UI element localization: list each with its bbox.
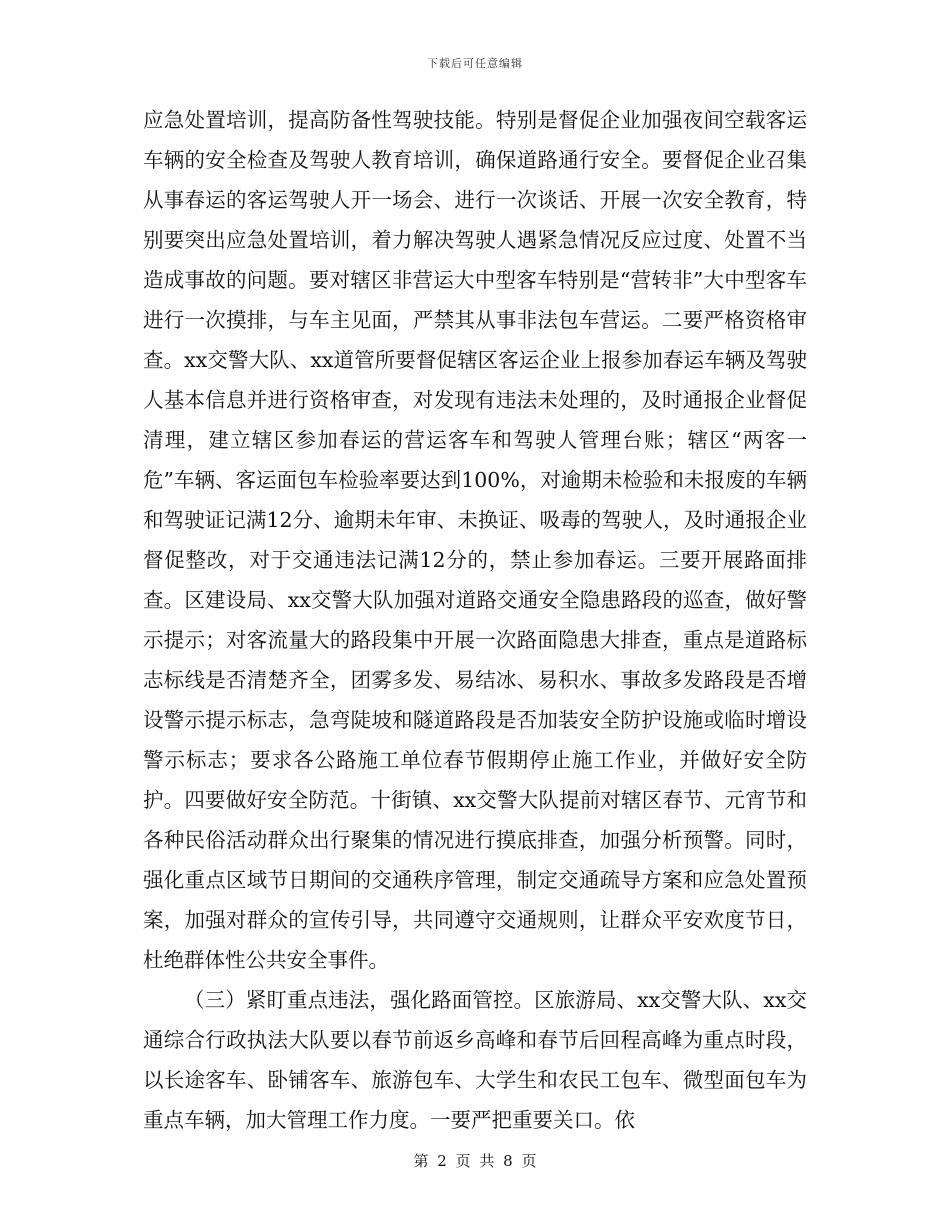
page-number-footer: 第 2 页 共 8 页 (413, 1152, 537, 1170)
body-paragraph: 应急处置培训，提高防备性驾驶技能。特别是督促企业加强夜间空载客运车辆的安全检查及驾驶人教育培训，确保道路通行安全。要督促企业召集从事春运的客运驾驶人开一场会、进行一次谈话、开展一次安全教育，特别要突出应急处置培训，着力解决驾驶人遇紧急情况反应过度、处置不当造成事故的问题。要对辖区非营运大中型客车特别是“营转非”大中型客车进行一次摸排，与车主见面，严禁其从事非法包车营运。二要严格资格审查。xx交警大队、xx道管所要督促辖区客运企业上报参加春运车辆及驾驶人基本信息并进行资格审查，对发现有违法未处理的，及时通报企业督促清理，建立辖区参加春运的营运客车和驾驶人管理台账；辖区“两客一危”车辆、客运面包车检验率要达到100%，对逾期未检验和未报废的车辆和驾驶证记满12分、逾期未年审、未换证、吸毒的驾驶人，及时通报企业督促整改，对于交通违法记满12分的，禁止参加春运。三要开展路面排查。区建设局、xx交警大队加强对道路交通安全隐患路段的巡查，做好警示提示；对客流量大的路段集中开展一次路面隐患大排查，重点是道路标志标线是否清楚齐全，团雾多发、易结冰、易积水、事故多发路段是否增设警示提示标志，急弯陡坡和隧道路段是否加装安全防护设施或临时增设警示标志；要求各公路施工单位春节假期停止施工作业，并做好安全防护。四要做好安全防范。十街镇、xx交警大队提前对辖区春节、元宵节和各种民俗活动群众出行聚集的情况进行摸底排查，加强分析预警。同时，强化重点区域节日期间的交通秩序管理，制定交通疏导方案和应急处置预案，加强对群众的宣传引导，共同遵守交通规则，让群众平安欢度节日，杜绝群体性公共安全事件。 (143, 108, 807, 972)
body-paragraph: （三）紧盯重点违法，强化路面管控。区旅游局、xx交警大队、xx交通综合行政执法大队要以春节前返乡高峰和春节后回程高峰为重点时段，以长途客车、卧铺客车、旅游包车、大学生和农民工包车、微型面包车为重点车辆，加大管理工作力度。一要严把重要关口。依 (143, 988, 807, 1132)
page-header: 下载后可任意编辑 (427, 57, 523, 70)
document-body (143, 100, 807, 1140)
